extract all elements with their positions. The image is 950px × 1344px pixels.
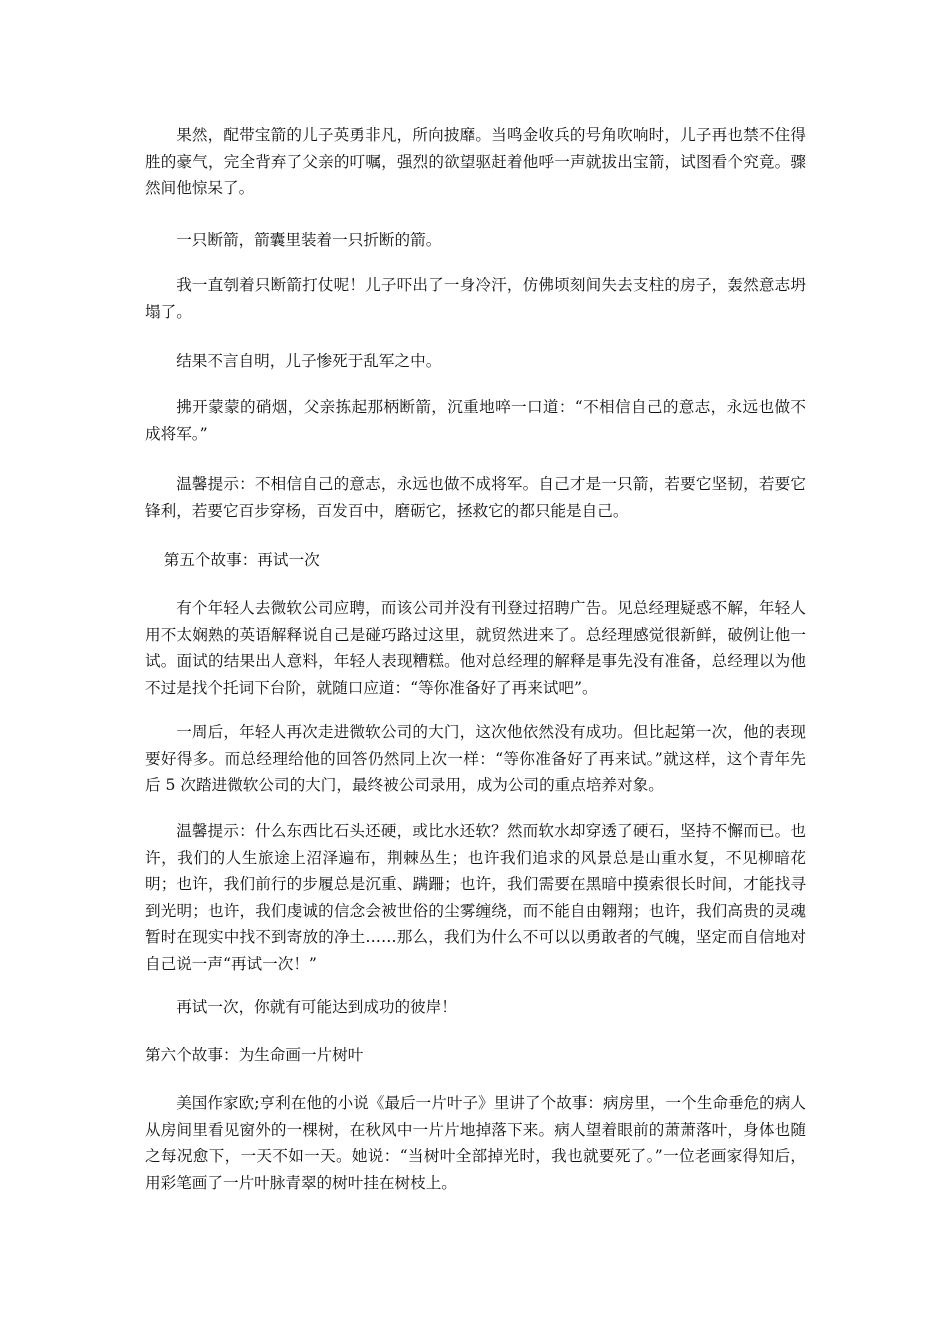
paragraph-microsoft-interview: 有个年轻人去微软公司应聘，而该公司并没有刊登过招聘广告。见总经理疑惑不解，年轻人用不太娴熟的英语解释说自己是碰巧路过这里，就贸然进来了。总经理感觉很新鲜，破例让他一试。面试的结果出人意料，年轻人表现糟糕。他对总经理的解释是事先没有准备，总经理以为他不过是找个托词下台阶，就随口应道：“等你准备好了再来试吧”。	[145, 599, 806, 697]
paragraph-tip-persistence: 温馨提示：什么东西比石头还硬，或比水还软？然而软水却穿透了硬石，坚持不懈而已。也许，我们的人生旅途上沼泽遍布，荆棘丛生；也许我们追求的风景总是山重水复，不见柳暗花明；也许，我们前行的步履总是沉重、蹒跚；也许，我们需要在黑暗中摸索很长时间，才能找寻到光明；也许，我们虔诚的信念会被世俗的尘雾缠绕，而不能自由翱翔；也许，我们高贵的灵魂暂时在现实中找不到寄放的净土……那么，我们为什么不可以以勇敢者的气魄，坚定而自信地对自己说一声“再试一次！”	[145, 822, 806, 973]
heading-story-six: 第六个故事：为生命画一片树叶	[145, 1046, 364, 1064]
paragraph-last-leaf: 美国作家欧;亨利在他的小说《最后一片叶子》里讲了个故事：病房里，一个生命垂危的病人从房间里看见窗外的一棵树，在秋风中一片片地掉落下来。病人望着眼前的萧萧落叶，身体也随之每况愈下，一天不如一天。她说：“当树叶全部掉光时，我也就要死了。”一位老画家得知后，用彩笔画了一片叶脉青翠的树叶挂在树枝上。	[145, 1094, 806, 1192]
heading-story-five: 第五个故事：再试一次	[163, 551, 320, 569]
paragraph-father-remark: 拂开蒙蒙的硝烟，父亲拣起那柄断箭，沉重地啐一口道：“不相信自己的意志，永远也做不成将军。”	[145, 398, 806, 443]
paragraph-broken-arrow: 一只断箭，箭囊里装着一只折断的箭。	[176, 231, 442, 249]
paragraph-tip-will: 温馨提示：不相信自己的意志，永远也做不成将军。自己才是一只箭，若要它坚韧，若要它锋利，若要它百步穿杨，百发百中，磨砺它，拯救它的都只能是自己。	[145, 475, 806, 520]
paragraph-try-again: 再试一次，你就有可能达到成功的彼岸！	[176, 998, 457, 1016]
paragraph-arrow-revealed: 果然，配带宝箭的儿子英勇非凡，所向披靡。当鸣金收兵的号角吹响时，儿子再也禁不住得胜的豪气，完全背弃了父亲的叮嘱，强烈的欲望驱赶着他呼一声就拔出宝箭，试图看个究竟。骤然间他惊呆了。	[145, 126, 806, 197]
paragraph-microsoft-retry: 一周后，年轻人再次走进微软公司的大门，这次他依然没有成功。但比起第一次，他的表现要好得多。而总经理给他的回答仍然同上次一样：“等你准备好了再来试。”就这样，这个青年先后 5 次踏进微软公司的大门，最终被公司录用，成为公司的重点培养对象。	[145, 723, 806, 794]
paragraph-son-shock: 我一直刳着只断箭打仗呢！儿子吓出了一身冷汗，仿佛顷刻间失去支柱的房子，轰然意志坍塌了。	[145, 276, 806, 321]
paragraph-son-death: 结果不言自明，儿子惨死于乱军之中。	[176, 352, 442, 370]
